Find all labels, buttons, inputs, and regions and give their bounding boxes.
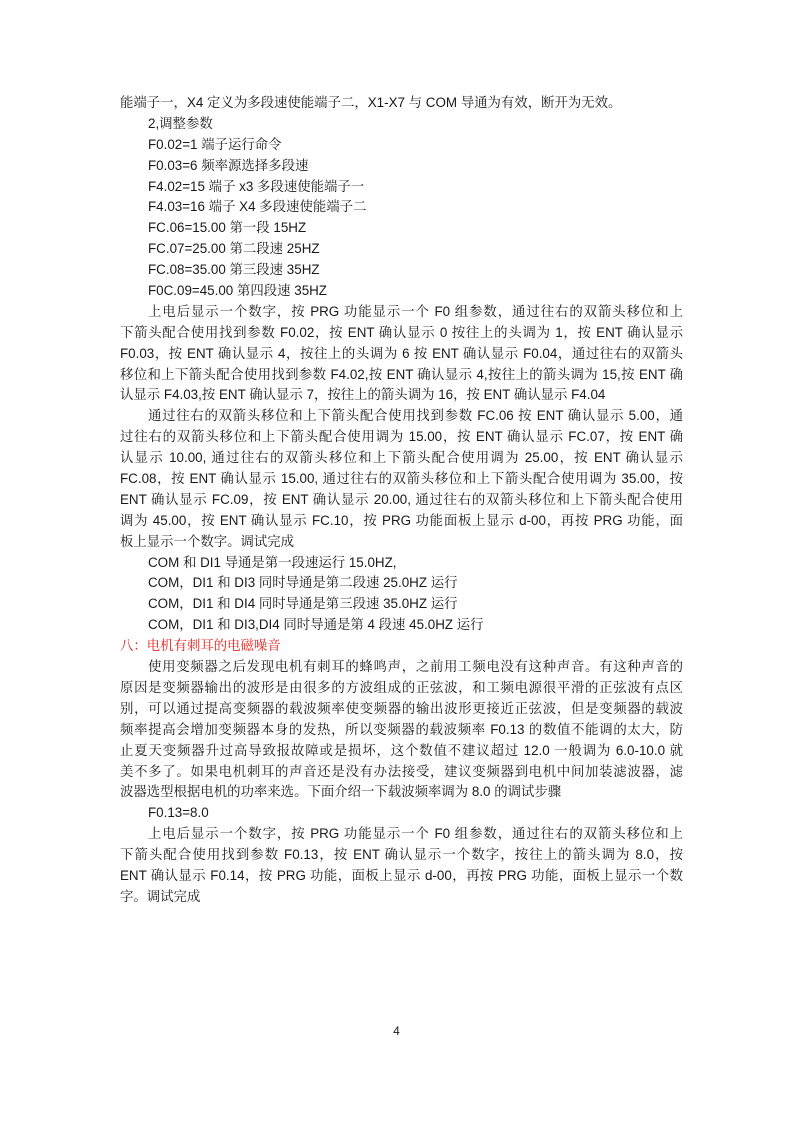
text-line: 下箭头配合使用找到参数 F0.02，按 ENT 确认显示 0 按往上的头调为 1，按 ENT 确认显示 (120, 324, 683, 340)
text-line: 上电后显示一个数字，按 PRG 功能显示一个 F0 组参数，通过往右的双箭头移位和上 (148, 303, 683, 319)
section-heading (120, 636, 683, 657)
text-line: F0.02=1 端子运行命令 (148, 136, 282, 152)
paragraph (120, 302, 683, 406)
text-line: 波器选型根据电机的功率来选。下面介绍一下载波频率调为 8.0 的调试步骤 (120, 784, 562, 800)
text-line: 止夏天变频器升过高导致报故障或是损坏，这个数值不建议超过 12.0 一般调为 6.0-10.0 就 (120, 742, 683, 758)
paragraph (120, 803, 683, 824)
text-line: 下箭头配合使用找到参数 F0.13，按 ENT 确认显示一个数字，按往上的箭头调为 8.0，按 (120, 847, 683, 863)
paragraph (120, 824, 683, 908)
text-line: 调为 45.00，按 ENT 确认显示 FC.10，按 PRG 功能面板上显示 d-00，再按 PRG 功能，面 (120, 512, 683, 528)
text-line: F0.13=8.0 (148, 805, 209, 821)
text-line: 八：电机有刺耳的电磁噪音 (120, 638, 281, 654)
text-line: 板上显示一个数字。调试完成 (120, 533, 295, 549)
text-line: F0.03，按 ENT 确认显示 4，按往上的头调为 6 按 ENT 确认显示 F0.04，通过往右的双箭头 (120, 345, 683, 361)
text-line: F0C.09=45.00 第四段速 35HZ (148, 283, 327, 299)
text-line: 2,调整参数 (148, 115, 213, 131)
text-line: 字。调试完成 (120, 888, 201, 904)
text-line: FC.08=35.00 第三段速 35HZ (148, 262, 320, 278)
text-line: 过往右的双箭头移位和上下箭头配合使用调为 15.00，按 ENT 确认显示 FC.07，按 ENT 确 (120, 429, 683, 445)
text-line: 使用变频器之后发现电机有刺耳的蜂鸣声，之前用工频电没有这种声音。有这种声音的 (148, 659, 683, 675)
text-line: 美不多了。如果电机刺耳的声音还是没有办法接受，建议变频器到电机中间加装滤波器，滤 (120, 763, 683, 779)
text-line: 原因是变频器输出的波形是由很多的方波组成的正弦波，和工频电源很平滑的正弦波有点区 (120, 679, 683, 695)
paragraph (120, 406, 683, 552)
text-line: FC.08，按 ENT 确认显示 15.00, 通过往右的双箭头移位和上下箭头配合使用调为 35.00，按 (120, 471, 683, 487)
text-line: COM，DI1 和 DI4 同时导通是第三段速 35.0HZ 运行 (148, 596, 458, 612)
text-line: 通过往右的双箭头移位和上下箭头配合使用找到参数 FC.06 按 ENT 确认显示 5.00，通 (148, 408, 683, 424)
paragraph (120, 114, 683, 302)
text-line: 别，可以通过提高变频器的载波频率使变频器的输出波形更接近正弦波，但是变频器的载波 (120, 700, 683, 716)
page-number: 4 (393, 1024, 400, 1038)
text-line: 频率提高会增加变频器本身的发热，所以变频器的载波频率 F0.13 的数值不能调的太大，防 (120, 721, 683, 737)
text-line: F4.02=15 端子 x3 多段速使能端子一 (148, 178, 365, 194)
text-line: FC.07=25.00 第二段速 25HZ (148, 241, 320, 257)
text-line: ENT 确认显示 F0.14，按 PRG 功能，面板上显示 d-00，再按 PRG 功能，面板上显示一个数 (120, 867, 683, 883)
text-line: COM，DI1 和 DI3 同时导通是第二段速 25.0HZ 运行 (148, 575, 458, 591)
document-body (120, 93, 683, 908)
paragraph (120, 657, 683, 803)
paragraph (120, 93, 683, 114)
text-line: 移位和上下箭头配合使用找到参数 F4.02,按 ENT 确认显示 4,按往上的箭头调为 15,按 ENT 确 (120, 366, 683, 382)
text-line: 上电后显示一个数字，按 PRG 功能显示一个 F0 组参数，通过往右的双箭头移位和上 (148, 826, 683, 842)
text-line: COM 和 DI1 导通是第一段速运行 15.0HZ, (148, 554, 397, 570)
paragraph (120, 553, 683, 637)
text-line: 认显示 10.00, 通过往右的双箭头移位和上下箭头配合使用调为 25.00，按 ENT 确认显示 (120, 450, 683, 466)
text-line: F0.03=6 频率源选择多段速 (148, 157, 309, 173)
text-line: 认显示 F4.03,按 ENT 确认显示 7，按往上的箭头调为 16，按 ENT 确认显示 F4.04 (120, 387, 606, 403)
text-line: FC.06=15.00 第一段 15HZ (148, 220, 307, 236)
text-line: F4.03=16 端子 X4 多段速使能端子二 (148, 199, 367, 215)
text-line: COM，DI1 和 DI3,DI4 同时导通是第 4 段速 45.0HZ 运行 (148, 617, 484, 633)
text-line: ENT 确认显示 FC.09，按 ENT 确认显示 20.00, 通过往右的双箭头移位和上下箭头配合使用 (120, 491, 683, 507)
text-line: 能端子一，X4 定义为多段速使能端子二，X1-X7 与 COM 导通为有效，断开为无效。 (120, 95, 622, 110)
